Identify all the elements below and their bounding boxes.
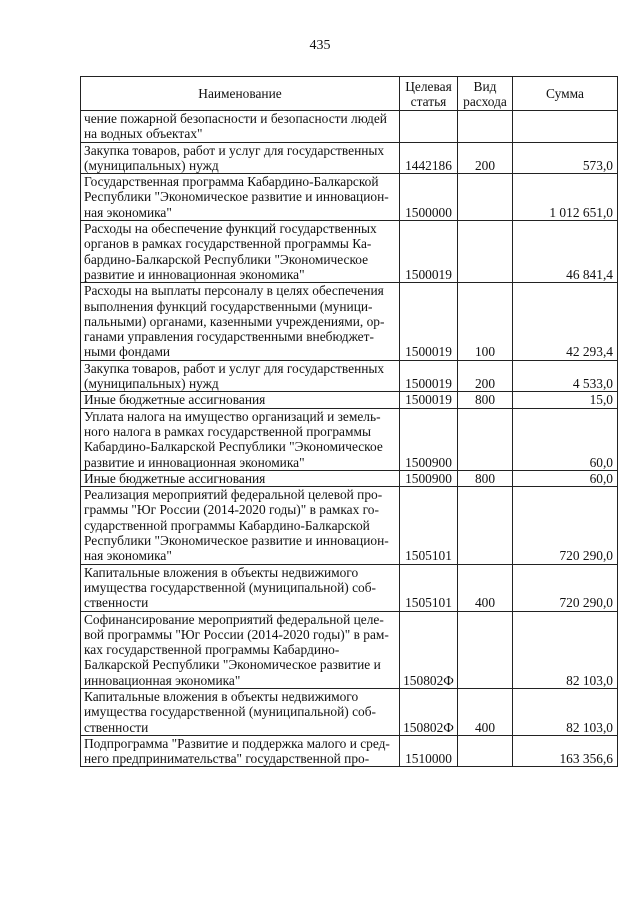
row-name-line: ственности: [84, 595, 149, 611]
row-name: [81, 688, 400, 735]
row-type: [458, 611, 513, 688]
row-name-line: вой программы "Юг России (2014-2020 годы)" в рам-: [84, 626, 389, 642]
row-name-line: Уплата налога на имущество организаций и земель-: [84, 408, 381, 424]
row-name: [81, 360, 400, 392]
row-code: 1500019: [400, 283, 458, 360]
row-name: [81, 470, 400, 486]
row-name-line: Капитальные вложения в объекты недвижимого: [84, 688, 359, 704]
row-name-line: Подпрограмма "Развитие и поддержка малого и сред-: [84, 735, 390, 751]
row-name: [81, 408, 400, 470]
row-name-line: бардино-Балкарской Республики "Экономическое: [84, 251, 369, 267]
row-name-line: Иные бюджетные ассигнования: [84, 392, 266, 408]
row-sum: 720 290,0: [513, 487, 618, 564]
header-name: Наименование: [81, 77, 400, 111]
row-type: [458, 221, 513, 283]
row-name: [81, 111, 400, 143]
row-name-line: органов в рамках государственной программы Ка-: [84, 236, 372, 252]
row-name-line: Республики "Экономическое развитие и инновацион-: [84, 189, 389, 205]
row-name-line: Государственная программа Кабардино-Балкарской: [84, 174, 379, 190]
row-name: [81, 735, 400, 767]
row-name-line: инновационная экономика": [84, 672, 241, 688]
row-name-line: (муниципальных) нужд: [84, 157, 219, 173]
row-name: [81, 283, 400, 360]
row-sum: 82 103,0: [513, 688, 618, 735]
row-name-line: него предпринимательства" государственной про-: [84, 751, 370, 767]
row-name-line: Республики "Экономическое развитие и инновацион-: [84, 533, 389, 549]
row-name: [81, 392, 400, 408]
row-name-line: Расходы на выплаты персоналу в целях обеспечения: [84, 283, 384, 299]
budget-table: [80, 76, 618, 767]
row-name-line: (муниципальных) нужд: [84, 376, 219, 392]
row-name: [81, 174, 400, 221]
header-sum: Сумма: [513, 77, 618, 111]
row-sum: 60,0: [513, 470, 618, 486]
row-name: [81, 611, 400, 688]
table-row: [81, 392, 618, 408]
row-name-line: ного налога в рамках государственной программы: [84, 423, 371, 439]
table-row: [81, 688, 618, 735]
row-type: 200: [458, 360, 513, 392]
row-code: 1442186: [400, 142, 458, 174]
row-name-line: имущества государственной (муниципальной) соб-: [84, 704, 376, 720]
row-name-line: пальными) органами, казенными учреждениями, ор-: [84, 313, 385, 329]
row-name-line: граммы "Юг России (2014-2020 годы)" в рамках го-: [84, 502, 379, 518]
row-name: [81, 487, 400, 564]
row-code: 1510000: [400, 735, 458, 767]
row-code: 1505101: [400, 564, 458, 611]
row-sum: 163 356,6: [513, 735, 618, 767]
row-sum: 720 290,0: [513, 564, 618, 611]
row-sum: 82 103,0: [513, 611, 618, 688]
table-row: [81, 408, 618, 470]
row-type: [458, 174, 513, 221]
row-code: 1500900: [400, 408, 458, 470]
row-name-line: Балкарской Республики "Экономическое развитие и: [84, 657, 381, 673]
row-name: [81, 221, 400, 283]
row-name-line: Капитальные вложения в объекты недвижимого: [84, 564, 359, 580]
row-name-line: на водных объектах": [84, 126, 203, 142]
row-type: [458, 487, 513, 564]
row-name-line: ными фондами: [84, 344, 171, 360]
row-name-line: Закупка товаров, работ и услуг для государственных: [84, 360, 385, 376]
row-name-line: сударственной программы Кабардино-Балкарской: [84, 517, 370, 533]
row-code: 1500019: [400, 392, 458, 408]
table-row: [81, 611, 618, 688]
table-row: [81, 174, 618, 221]
row-sum: 1 012 651,0: [513, 174, 618, 221]
row-name-line: ганами управления государственными внебюджет-: [84, 329, 374, 345]
row-sum: 42 293,4: [513, 283, 618, 360]
row-sum: [513, 111, 618, 143]
row-code: 1500000: [400, 174, 458, 221]
row-code: 1505101: [400, 487, 458, 564]
row-name-line: Расходы на обеспечение функций государственных: [84, 221, 377, 237]
row-code: [400, 111, 458, 143]
row-name-line: Софинансирование мероприятий федеральной целе-: [84, 611, 384, 627]
row-code: 150802Ф: [400, 611, 458, 688]
row-name-line: ках государственной программы Кабардино-: [84, 642, 340, 658]
row-type: 800: [458, 470, 513, 486]
row-name-line: развитие и инновационная экономика": [84, 266, 305, 282]
header-code-line1: Целевая: [405, 78, 452, 94]
row-type: 800: [458, 392, 513, 408]
row-sum: 15,0: [513, 392, 618, 408]
table-row: [81, 735, 618, 767]
row-name-line: развитие и инновационная экономика": [84, 454, 305, 470]
table-row: [81, 111, 618, 143]
row-name-line: Иные бюджетные ассигнования: [84, 470, 266, 486]
row-type: 400: [458, 688, 513, 735]
row-name-line: имущества государственной (муниципальной) соб-: [84, 579, 376, 595]
row-type: [458, 111, 513, 143]
table-row: [81, 487, 618, 564]
page-number: 435: [309, 38, 331, 53]
row-name: [81, 142, 400, 174]
table-header-row: [81, 77, 618, 111]
row-code: 1500019: [400, 221, 458, 283]
header-type-line1: Вид: [473, 78, 497, 94]
row-type: [458, 408, 513, 470]
header-type: [458, 77, 513, 111]
row-type: 100: [458, 283, 513, 360]
row-sum: 573,0: [513, 142, 618, 174]
row-type: [458, 735, 513, 767]
header-code: [400, 77, 458, 111]
table-row: [81, 221, 618, 283]
header-type-line2: расхода: [463, 93, 507, 109]
row-code: 1500019: [400, 360, 458, 392]
table-row: [81, 283, 618, 360]
table-row: [81, 564, 618, 611]
row-code: 150802Ф: [400, 688, 458, 735]
row-name: [81, 564, 400, 611]
row-name-line: ственности: [84, 719, 149, 735]
table-row: [81, 142, 618, 174]
row-name-line: Кабардино-Балкарской Республики "Экономическое: [84, 439, 383, 455]
table-row: [81, 470, 618, 486]
row-name-line: Реализация мероприятий федеральной целевой про-: [84, 487, 383, 503]
row-type: 400: [458, 564, 513, 611]
row-name-line: ная экономика": [84, 548, 172, 564]
table-row: [81, 360, 618, 392]
row-name-line: чение пожарной безопасности и безопасности людей: [84, 111, 387, 126]
row-type: 200: [458, 142, 513, 174]
row-name-line: выполнения функций государственными (муници-: [84, 298, 373, 314]
row-sum: 46 841,4: [513, 221, 618, 283]
header-code-line2: статья: [410, 93, 447, 109]
row-name-line: ная экономика": [84, 204, 172, 220]
row-code: 1500900: [400, 470, 458, 486]
row-name-line: Закупка товаров, работ и услуг для государственных: [84, 142, 385, 158]
row-sum: 4 533,0: [513, 360, 618, 392]
row-sum: 60,0: [513, 408, 618, 470]
